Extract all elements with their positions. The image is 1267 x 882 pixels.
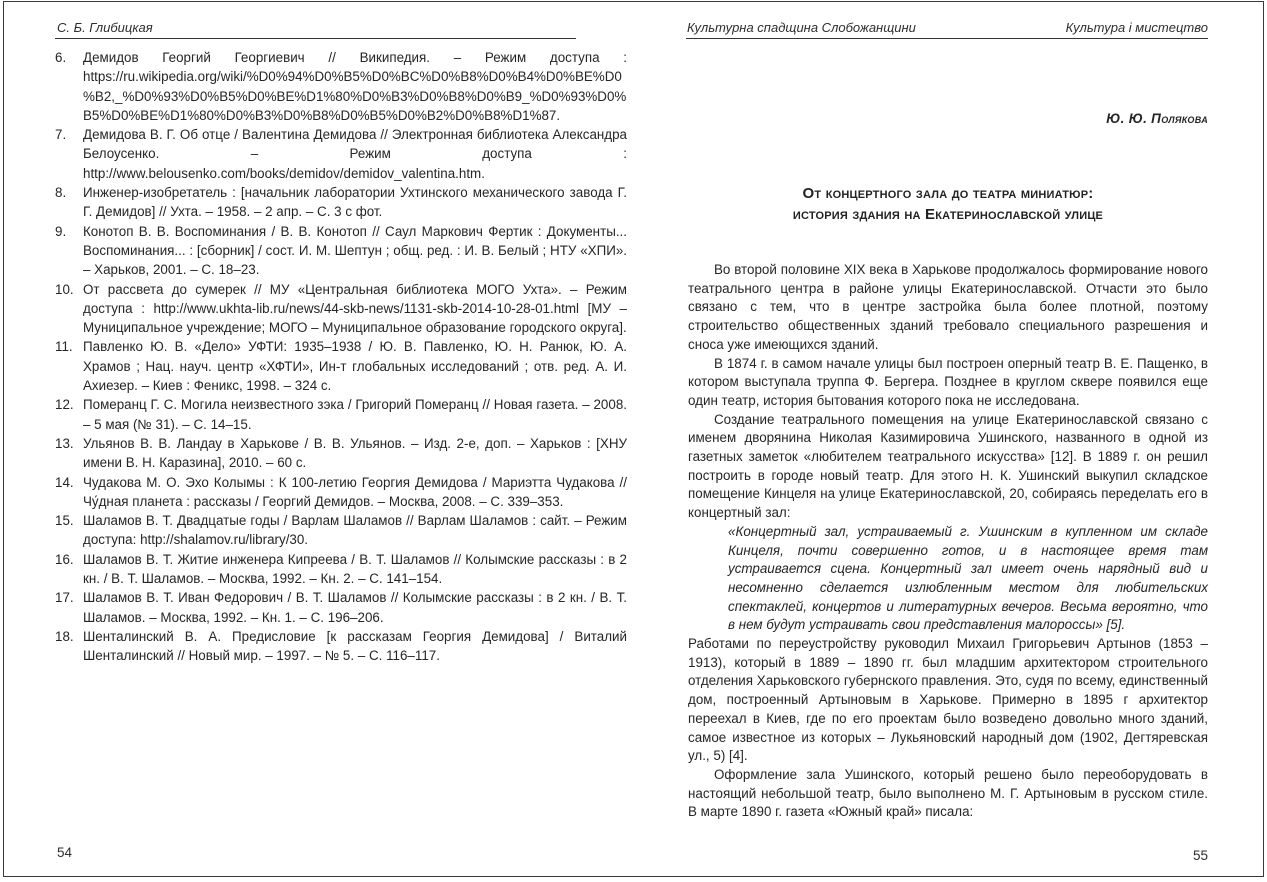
left-head-rule	[55, 38, 576, 39]
reference-item	[55, 337, 627, 395]
paragraph: Оформление зала Ушинского, который решено было переоборудовать в настоящий небольшой театр, было выполнено М. Г. Артыновым в русском стиле. В марте 1890 г. газета «Южный край» писала:	[688, 766, 1208, 820]
article-title	[688, 183, 1208, 225]
reference-number: 14.	[55, 474, 74, 490]
reference-text: Шаламов В. Т. Двадцатые годы / Варлам Шаламов // Варлам Шаламов : сайт. – Режим доступа: http://shalamov.ru/library/30.	[83, 513, 627, 548]
reference-text: Ульянов В. В. Ландау в Харькове / В. В. Ульянов. – Изд. 2-е, доп. – Харьков : [ХНУ имени В. Н. Каразина], 2010. – 60 с.	[83, 435, 627, 471]
reference-item	[55, 588, 627, 627]
reference-text: Демидов Георгий Георгиевич // Википедия. – Режим доступа : https://ru.wikipedia.org/wiki/%D0%94%D0%B5%D0%BC%D0%B8%D0%B4%D0%BE%D0%B2,_%D0%93%D0%B5%D0%BE%D1%80%D0%B3%D0%B8%D0%B9_%D0%93%D0%B5%D0%BE%D1%80%D0%B3%D0%B8%D0%B5%D0%B2%D0%B8%D1%87.	[83, 50, 627, 123]
reference-number: 6.	[55, 50, 67, 65]
left-running-head	[57, 20, 576, 35]
left-page-number: 54	[57, 845, 73, 860]
article-title-line2: история здания на Екатеринославской улице	[792, 206, 1104, 223]
reference-number: 15.	[55, 513, 74, 529]
reference-item	[55, 434, 627, 473]
reference-number: 13.	[55, 435, 74, 451]
article-body	[688, 261, 1208, 822]
article-author: Ю. Ю. Полякова	[1106, 111, 1208, 126]
reference-item	[55, 627, 627, 666]
right-running-head	[687, 20, 1208, 35]
paragraph: Работами по переустройству руководил Михаил Григорьевич Артынов (1853 – 1913), который в 1889 – 1890 гг. был младшим архитектором строительного отделения Харьковского губернского правления. Это, судя по всему, единственный дом, построенный Артыновым в Харькове. Примерно в 1895 г архитектор переехал в Киев, где по его проектам было возведено довольно много зданий, самое известное из которых – Лукьяновский народный дом (1902, Дегтяревская ул., 5) [4].	[688, 636, 1208, 764]
reference-number: 9.	[55, 223, 67, 239]
article-title-line1: От концертного зала до театра миниатюр:	[802, 185, 1094, 202]
reference-item	[55, 125, 627, 183]
reference-text: Чудакова М. О. Эхо Колымы : К 100-летию Георгия Демидова / Мариэтта Чудакова // Чу́дная планета : рассказы / Георгий Демидов. – Москва, 2008. – С. 339–353.	[83, 474, 627, 509]
reference-item	[55, 473, 627, 512]
reference-number: 11.	[55, 339, 73, 355]
paragraph: «Концертный зал, устраиваемый г. Ушинским в купленном им складе Кинцеля, почти совершенно готов, и в настоящее время там устраивается сцена. Концертный зал имеет очень нарядный вид и несомненно сделается излюбленным местом для любительских спектаклей, концертов и литературных вечеров. Весьма вероятно, что в нем будут устраивать свои представления малороссы» [5].	[728, 523, 1208, 633]
reference-number: 18.	[55, 628, 74, 644]
reference-text: Павленко Ю. В. «Дело» УФТИ: 1935–1938 / Ю. В. Павленко, Ю. Н. Ранюк, Ю. А. Храмов ; Нац. науч. центр «ХФТИ», Ин-т глобальных исследований ; отв. ред. А. И. Ахиезер. – Киев : Феникс, 1998. – 324 с.	[83, 339, 627, 394]
reference-number: 17.	[55, 590, 74, 606]
reference-text: Померанц Г. С. Могила неизвестного зэка / Григорий Померанц // Новая газета. – 2008. – 5 мая (№ 31). – С. 14–15.	[83, 397, 627, 432]
references-list	[55, 48, 627, 666]
right-running-head-left-text: Культурна спадщина Слобожанщини	[687, 20, 916, 35]
right-running-head-right-text: Культура і мистецтво	[1065, 20, 1208, 35]
reference-text: Шаламов В. Т. Иван Федорович / В. Т. Шаламов // Колымские рассказы : в 2 кн. / В. Т. Шаламов. – Москва, 1992. – Кн. 1. – С. 196–206.	[83, 590, 627, 625]
reference-text: От рассвета до сумерек // МУ «Центральная библиотека МОГО Ухта». – Режим доступа : http://www.ukhta-lib.ru/news/44-skb-news/1131-skb-2014-10-28-01.html [МУ – Муниципальное учреждение; МОГО – Муниципальное образование городского округа].	[83, 281, 627, 336]
reference-text: Инженер-изобретатель : [начальник лаборатории Ухтинского механического завода Г. Г. Демидов] // Ухта. – 1958. – 2 апр. – С. 3 с фот.	[83, 185, 627, 220]
reference-item	[55, 222, 627, 280]
reference-text: Шаламов В. Т. Житие инженера Кипреева / В. Т. Шаламов // Колымские рассказы : в 2 кн. / В. Т. Шаламов. – Москва, 1992. – Кн. 2. – С. 141–154.	[83, 551, 627, 587]
reference-number: 10.	[55, 281, 74, 297]
reference-item	[55, 183, 627, 222]
right-head-rule	[686, 38, 1208, 39]
reference-number: 8.	[55, 185, 67, 201]
paragraph: В 1874 г. в самом начале улицы был построен оперный театр В. Е. Пащенко, в котором выступала труппа Ф. Бергера. Позднее в круглом сквере появился еще один театр, история бытования которого пока не исследована.	[688, 355, 1208, 408]
reference-text: Конотоп В. В. Воспоминания / В. В. Конотоп // Саул Маркович Фертик : Документы... Воспоминания... : [сборник] / сост. И. М. Шептун ; общ. ред. : И. В. Белый ; НТУ «ХПИ». – Харьков, 2001. – С. 18–23.	[83, 223, 627, 278]
reference-item	[55, 550, 627, 589]
paragraph: Создание театрального помещения на улице Екатеринославской связано с именем дворянина Николая Казимировича Ушинского, названного в одной из газетных заметок «любителем театрального искусства» [12]. В 1889 г. он решил построить в городе новый театр. Для этого Н. К. Ушинский выкупил складское помещение Кинцеля на улице Екатеринославской, 20, собираясь переделать его в концертный зал:	[688, 411, 1208, 521]
paragraph: Во второй половине XIX века в Харькове продолжалось формирование нового театрального центра в районе улицы Екатеринославской. Отчасти это было связано с тем, что в центре застройка была более плотной, поэтому строительство общественных зданий требовало специального разрешения и сноса уже имеющихся зданий.	[688, 262, 1208, 352]
reference-item	[55, 511, 627, 550]
left-running-head-text: С. Б. Глибицкая	[57, 20, 153, 35]
reference-number: 7.	[55, 127, 67, 143]
reference-item	[55, 280, 627, 338]
reference-number: 12.	[55, 397, 74, 413]
right-page-number: 55	[1192, 848, 1208, 863]
reference-item	[55, 48, 627, 125]
reference-text: Шенталинский В. А. Предисловие [к рассказам Георгия Демидова] / Виталий Шенталинский // Новый мир. – 1997. – № 5. – С. 116–117.	[83, 628, 627, 664]
reference-number: 16.	[55, 551, 74, 567]
reference-text: Демидова В. Г. Об отце / Валентина Демидова // Электронная библиотека Александра Белоусенко. – Режим доступа : http://www.belousenko.com/books/demidov/demidov_valentina.htm.	[83, 127, 627, 181]
reference-item	[55, 395, 627, 434]
